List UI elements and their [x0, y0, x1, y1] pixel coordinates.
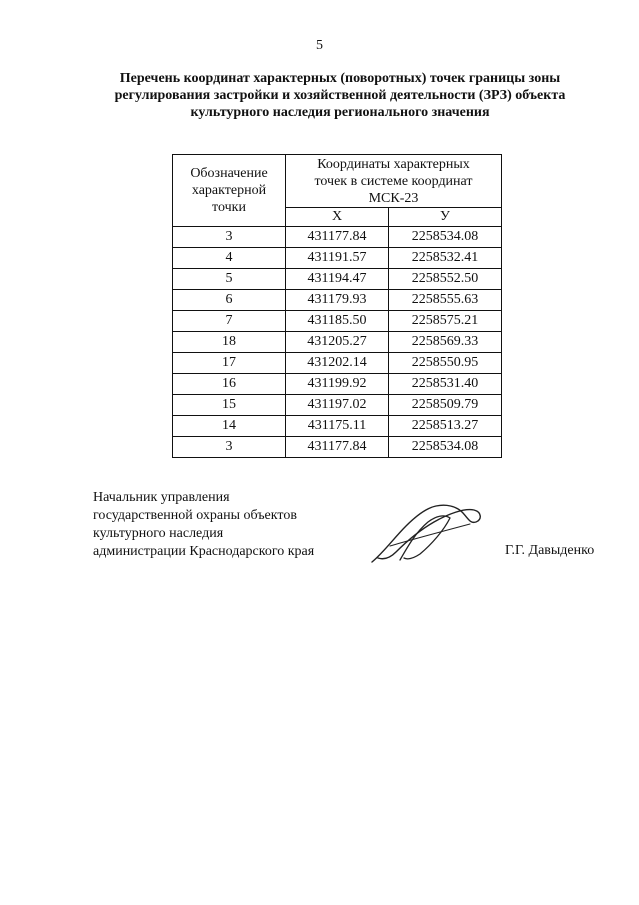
- title-line: культурного наследия регионального значения: [190, 105, 490, 120]
- handwritten-signature: [370, 500, 485, 566]
- position-line: культурного наследия: [93, 526, 224, 541]
- header-line: характерной: [191, 183, 267, 198]
- header-line: точек в системе координат: [314, 173, 473, 189]
- x-column-header: X: [286, 208, 389, 227]
- y-cell: 2258555.63: [389, 290, 502, 311]
- header-line: точки: [212, 200, 246, 215]
- point-cell: 6: [173, 290, 286, 311]
- table-row: [173, 227, 502, 248]
- table-row: [173, 248, 502, 269]
- table-row: [173, 332, 502, 353]
- x-cell: 431185.50: [286, 311, 389, 332]
- point-cell: 17: [173, 353, 286, 374]
- point-cell: 4: [173, 248, 286, 269]
- table-row: [173, 416, 502, 437]
- point-cell: 7: [173, 311, 286, 332]
- table-row: [173, 311, 502, 332]
- table-row: [173, 437, 502, 458]
- y-cell: 2258532.41: [389, 248, 502, 269]
- table-row: [173, 269, 502, 290]
- x-cell: 431179.93: [286, 290, 389, 311]
- signer-name: Г.Г. Давыденко: [505, 543, 595, 558]
- x-cell: 431175.11: [286, 416, 389, 437]
- x-cell: 431199.92: [286, 374, 389, 395]
- point-cell: 3: [173, 227, 286, 248]
- y-column-header: У: [389, 208, 502, 227]
- point-column-header: [173, 155, 286, 227]
- header-line: Координаты характерных: [317, 156, 470, 172]
- y-cell: 2258575.21: [389, 311, 502, 332]
- y-cell: 2258534.08: [389, 227, 502, 248]
- point-cell: 18: [173, 332, 286, 353]
- position-line: администрации Краснодарского края: [93, 544, 315, 559]
- x-cell: 431177.84: [286, 437, 389, 458]
- page-number: 5: [316, 38, 323, 53]
- x-cell: 431202.14: [286, 353, 389, 374]
- document-title: [40, 70, 639, 121]
- x-cell: 431194.47: [286, 269, 389, 290]
- x-cell: 431205.27: [286, 332, 389, 353]
- point-cell: 5: [173, 269, 286, 290]
- y-cell: 2258531.40: [389, 374, 502, 395]
- table-row: [173, 374, 502, 395]
- position-line: Начальник управления: [93, 490, 230, 505]
- y-cell: 2258552.50: [389, 269, 502, 290]
- point-cell: 14: [173, 416, 286, 437]
- point-cell: 15: [173, 395, 286, 416]
- table-row: [173, 290, 502, 311]
- header-line: Обозначение: [190, 166, 268, 181]
- title-line: регулирования застройки и хозяйственной деятельности (ЗРЗ) объекта: [114, 88, 566, 103]
- coordinates-table: [172, 154, 502, 458]
- y-cell: 2258569.33: [389, 332, 502, 353]
- point-cell: 16: [173, 374, 286, 395]
- y-cell: 2258513.27: [389, 416, 502, 437]
- position-line: государственной охраны объектов: [93, 508, 297, 523]
- point-cell: 3: [173, 437, 286, 458]
- signatory-position: [93, 489, 314, 561]
- y-cell: 2258550.95: [389, 353, 502, 374]
- table-row: [173, 395, 502, 416]
- table-row: [173, 353, 502, 374]
- title-line: Перечень координат характерных (поворотных) точек границы зоны: [119, 71, 561, 86]
- y-cell: 2258534.08: [389, 437, 502, 458]
- x-cell: 431177.84: [286, 227, 389, 248]
- coordinates-group-header: [286, 155, 502, 208]
- header-line: МСК-23: [368, 190, 419, 206]
- x-cell: 431191.57: [286, 248, 389, 269]
- y-cell: 2258509.79: [389, 395, 502, 416]
- x-cell: 431197.02: [286, 395, 389, 416]
